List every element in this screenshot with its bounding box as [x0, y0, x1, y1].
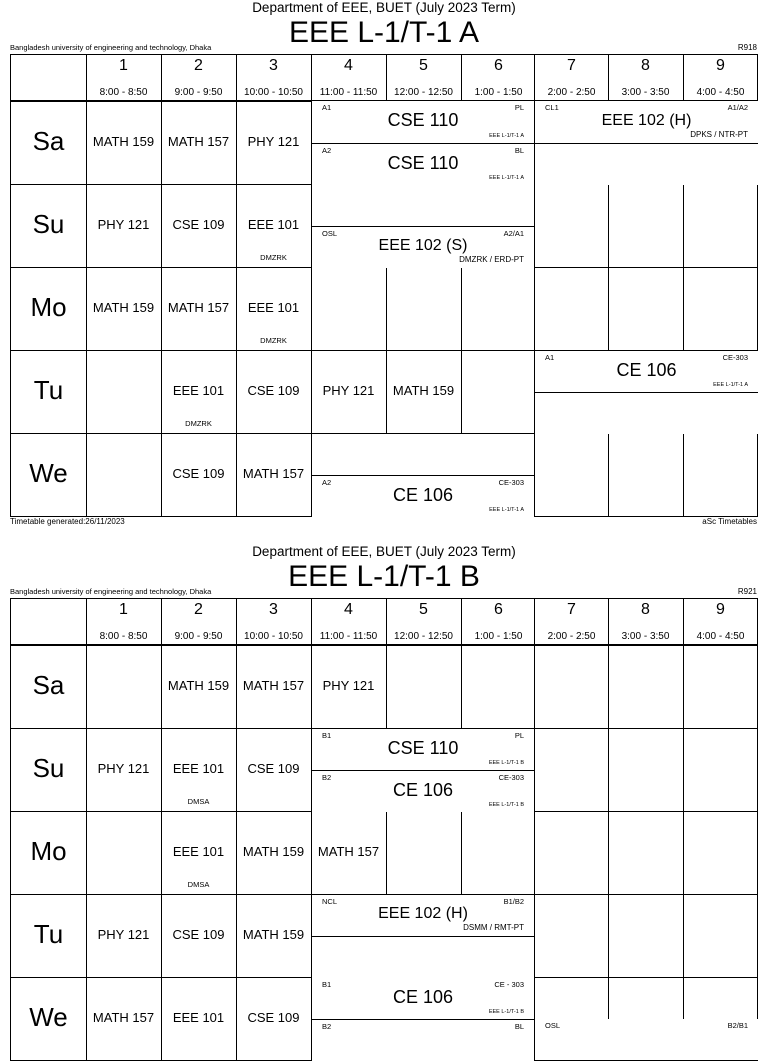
room-code: R918 [737, 43, 757, 52]
class-cell: MATH 157 [317, 844, 380, 859]
room-code: R921 [737, 587, 757, 596]
class-cell: EEE 101 [247, 300, 300, 315]
lab-subject: EEE 102 (H) [601, 112, 692, 129]
class-cell: MATH 157 [167, 134, 230, 149]
class-cell: CSE 109 [247, 761, 300, 776]
class-cell: MATH 159 [167, 678, 230, 693]
day-label: Tu [33, 919, 64, 949]
lab-group: A2 [322, 146, 332, 155]
lab-block [312, 143, 534, 185]
lab-section: EEE L-1/T-1 B [488, 1009, 524, 1015]
period-time: 4:00 - 4:50 [696, 87, 745, 98]
lab-subject: EEE 102 (H) [378, 905, 468, 922]
period-number: 6 [494, 57, 503, 74]
day-label: Su [32, 753, 65, 783]
period-time: 1:00 - 1:50 [474, 87, 523, 98]
period-time: 9:00 - 9:50 [174, 87, 223, 98]
period-time: 10:00 - 10:50 [244, 631, 303, 642]
class-cell: EEE 101 [247, 217, 300, 232]
day-label: Sa [32, 670, 65, 700]
timetable-b [0, 544, 768, 1032]
period-number: 9 [716, 57, 725, 74]
day-label: We [29, 458, 68, 488]
university-name: Bangladesh university of engineering and technology, Dhaka [10, 587, 212, 596]
lab-block-empty [535, 143, 758, 185]
period-number: 9 [716, 601, 725, 618]
lab-block [312, 226, 534, 268]
lab-room: BL [514, 146, 524, 155]
period-number: 5 [419, 601, 428, 618]
lab-teacher: DSMM / RMT-PT [463, 923, 524, 932]
lab-block-empty [312, 434, 534, 475]
lab-block [535, 351, 758, 392]
day-label: Tu [33, 375, 64, 405]
lab-room: CE-303 [498, 773, 524, 782]
period-number: 8 [641, 57, 650, 74]
lab-section: EEE L-1/T-1 A [489, 133, 524, 139]
class-cell: MATH 157 [242, 466, 305, 481]
period-number: 4 [344, 57, 353, 74]
class-cell: CSE 109 [172, 217, 225, 232]
lab-group: A1 [322, 103, 332, 112]
lab-subject: CE 106 [392, 485, 454, 505]
lab-group: B2 [322, 773, 332, 782]
period-time: 11:00 - 11:50 [319, 87, 378, 98]
class-cell: MATH 159 [92, 300, 155, 315]
period-number: 8 [641, 601, 650, 618]
lab-subject: CE 106 [392, 780, 454, 800]
class-cell: EEE 101 [172, 383, 225, 398]
timetable-a [0, 0, 768, 530]
day-label: Mo [30, 292, 67, 322]
lab-room: CE - 303 [494, 980, 524, 989]
period-number: 7 [567, 601, 576, 618]
lab-block [535, 101, 758, 143]
lab-group: NCL [322, 897, 338, 906]
class-title: EEE L-1/T-1 A [288, 16, 480, 49]
lab-group: A2 [322, 478, 332, 487]
period-time: 9:00 - 9:50 [174, 631, 223, 642]
class-cell: MATH 157 [242, 678, 305, 693]
period-number: 1 [119, 57, 128, 74]
class-cell: PHY 121 [247, 134, 300, 149]
lab-group: CL1 [545, 103, 559, 112]
period-number: 6 [494, 601, 503, 618]
lab-room: PL [514, 103, 524, 112]
lab-section: EEE L-1/T-1 A [713, 382, 748, 388]
lab-block [312, 770, 534, 812]
software-credit: aSc Timetables [702, 517, 757, 526]
lab-group: B1 [322, 980, 332, 989]
lab-section: EEE L-1/T-1 B [488, 802, 524, 808]
class-cell: MATH 157 [92, 1010, 155, 1025]
class-cell: EEE 101 [172, 761, 225, 776]
lab-section: EEE L-1/T-1 A [489, 507, 524, 513]
period-number: 1 [119, 601, 128, 618]
lab-subject: CE 106 [392, 987, 454, 1007]
lab-block-empty [535, 392, 758, 434]
class-cell: PHY 121 [322, 383, 375, 398]
period-time: 3:00 - 3:50 [621, 631, 670, 642]
period-number: 3 [269, 601, 278, 618]
timetable-grid [10, 54, 758, 517]
lab-subject: CSE 110 [387, 110, 459, 130]
class-cell: CSE 109 [247, 383, 300, 398]
department-heading: Department of EEE, BUET (July 2023 Term) [252, 0, 516, 15]
lab-room: CE-303 [722, 353, 748, 362]
lab-group: OSL [545, 1021, 561, 1030]
day-label: Mo [30, 836, 67, 866]
teacher-code: DMSA [187, 797, 210, 806]
class-cell: MATH 159 [242, 844, 305, 859]
class-cell: PHY 121 [97, 927, 150, 942]
university-name: Bangladesh university of engineering and technology, Dhaka [10, 43, 212, 52]
period-number: 7 [567, 57, 576, 74]
lab-room: A1/A2 [727, 103, 748, 112]
class-cell: CSE 109 [247, 1010, 300, 1025]
lab-block [535, 1019, 758, 1060]
class-cell: MATH 159 [392, 383, 455, 398]
teacher-code: DMZRK [260, 253, 287, 262]
period-number: 4 [344, 601, 353, 618]
lab-block [312, 101, 534, 143]
day-label: We [29, 1002, 68, 1032]
lab-subject: CSE 110 [387, 738, 459, 758]
class-cell: CSE 109 [172, 466, 225, 481]
lab-room: CE-303 [498, 478, 524, 487]
day-label: Sa [32, 126, 65, 156]
lab-group: OSL [322, 229, 338, 238]
generated-date: Timetable generated:26/11/2023 [10, 517, 125, 526]
class-cell: CSE 109 [172, 927, 225, 942]
period-number: 3 [269, 57, 278, 74]
lab-teacher: DPKS / NTR-PT [690, 130, 748, 139]
class-cell: PHY 121 [97, 217, 150, 232]
period-time: 3:00 - 3:50 [621, 87, 670, 98]
period-time: 11:00 - 11:50 [319, 631, 378, 642]
class-cell: MATH 159 [92, 134, 155, 149]
day-label: Su [32, 209, 65, 239]
class-cell: MATH 159 [242, 927, 305, 942]
lab-group: B1 [322, 731, 332, 740]
department-heading: Department of EEE, BUET (July 2023 Term) [252, 544, 516, 559]
lab-subject: CE 106 [616, 360, 677, 380]
lab-section: EEE L-1/T-1 A [489, 175, 524, 181]
lab-block [312, 978, 534, 1019]
lab-section: EEE L-1/T-1 B [488, 760, 524, 766]
lab-room: B1/B2 [503, 897, 524, 906]
period-number: 2 [194, 601, 203, 618]
teacher-code: DMZRK [185, 419, 212, 428]
class-cell: PHY 121 [97, 761, 150, 776]
lab-room: BL [514, 1022, 524, 1031]
class-cell: PHY 121 [322, 678, 375, 693]
period-time: 8:00 - 8:50 [99, 87, 148, 98]
class-cell: EEE 101 [172, 844, 225, 859]
lab-room: B2/B1 [727, 1021, 748, 1030]
period-time: 1:00 - 1:50 [474, 631, 523, 642]
lab-subject: EEE 102 (S) [378, 237, 468, 254]
teacher-code: DMZRK [260, 336, 287, 345]
lab-subject: CSE 110 [387, 153, 459, 173]
period-time: 4:00 - 4:50 [696, 631, 745, 642]
lab-block [312, 1019, 534, 1061]
class-title: EEE L-1/T-1 B [288, 560, 480, 593]
lab-block [312, 729, 534, 770]
teacher-code: DMSA [187, 880, 210, 889]
lab-group: B2 [322, 1022, 332, 1031]
lab-block [312, 475, 534, 517]
timetable-grid [10, 598, 758, 1061]
lab-block-empty [312, 185, 534, 226]
lab-group: A1 [545, 353, 555, 362]
period-number: 2 [194, 57, 203, 74]
lab-room: A2/A1 [503, 229, 524, 238]
class-cell: MATH 157 [167, 300, 230, 315]
class-cell: EEE 101 [172, 1010, 225, 1025]
lab-teacher: DMZRK / ERD-PT [459, 255, 524, 264]
lab-room: PL [514, 731, 524, 740]
lab-block [312, 895, 534, 936]
period-time: 12:00 - 12:50 [394, 87, 453, 98]
lab-block-empty [312, 936, 534, 978]
period-number: 5 [419, 57, 428, 74]
period-time: 2:00 - 2:50 [547, 87, 596, 98]
period-time: 8:00 - 8:50 [99, 631, 148, 642]
period-time: 12:00 - 12:50 [394, 631, 453, 642]
period-time: 2:00 - 2:50 [547, 631, 596, 642]
period-time: 10:00 - 10:50 [244, 87, 303, 98]
